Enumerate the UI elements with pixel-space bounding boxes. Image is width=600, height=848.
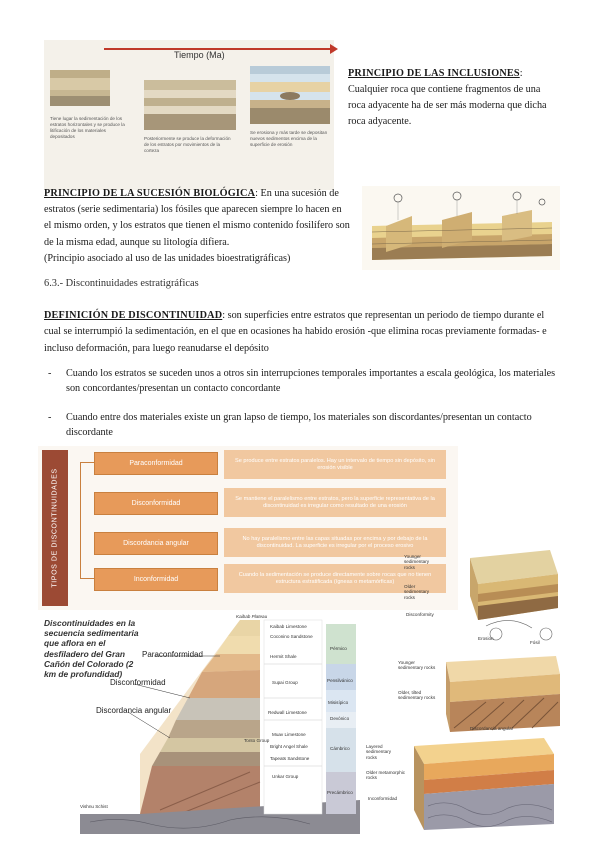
biological-heading: PRINCIPIO DE LA SUCESIÓN BIOLÓGICA [44,188,256,199]
list-item: - Cuando entre dos materiales existe un gran lapso de tiempo, los materiales son discordantes/presentan un contacto discordante [44,410,558,440]
inclusion-heading: PRINCIPIO DE LAS INCLUSIONES [348,68,520,79]
stratum-tapeats: Tapeats Sandstone [270,756,310,761]
biological-text: : En una sucesión de estratos (serie sedimentaria) los fósiles que aparecen siempre lo hacen en el mismo orden, y los estratos que tienen el mismo contenido fosilífero son de la misma edad, aunque su litología difiera. [44,188,350,248]
contact-types-list [44,366,558,454]
r1-label-fossil: Fósil [530,640,540,645]
period-devonico: Devónico [330,716,350,721]
types-side-bar [42,450,68,606]
figure-caption-a: Tiene lugar la sedimentación de los estratos horizontales y se produce la litificación de los materiales depositados [50,116,125,139]
stratigraphy-time-figure [44,40,334,190]
r3-label-nonconformity: Inconformidad [368,796,398,801]
section-title: 6.3.- Discontinuidades estratigráficas [44,278,199,289]
time-axis-label: Tiempo (Ma) [174,50,225,60]
period-permico: Pérmico [330,646,347,651]
inclusion-principle [348,66,558,130]
definition-heading: DEFINICIÓN DE DISCONTINUIDAD [44,310,223,321]
desc-paraconformidad: Se produce entre estratos paralelos. Hay un intervalo de tiempo sin depósito, sin erosión visible [224,450,446,479]
r1-label-older: Older sedimentary rocks [404,584,430,600]
canyon-label-disconformidad: Disconformidad [110,678,166,687]
stratum-kaibab: Kaibab Limestone [270,624,307,629]
types-side-label: TIPOS DE DISCONTINUIDADES [51,468,59,588]
fossil-correlation-illustration [362,186,560,270]
types-bracket [80,462,94,579]
canyon-label-discordancia: Discordancia angular [96,706,172,715]
biological-succession-principle [44,186,350,267]
desc-inconformidad: Cuando la sedimentación se produce directamente sobre rocas que no tienen estructura estratificada (ígneas o metamórficas) [224,564,446,593]
list-item: - Cuando los estratos se suceden unos a otros sin interrupciones temporales importantes a escala geológica, los materiales son concordantes/presentan un contacto concordante [44,366,558,396]
figure-caption-c: Se erosiona y más tarde se depositan nuevos sedimentos encima de la superficie de erosión [250,130,328,147]
discontinuity-types-diagram [38,446,458,610]
stratum-coconino: Coconino Sandstone [270,634,313,639]
stratum-hermit: Hermit Shale [270,654,297,659]
type-discordancia-angular: Discordancia angular [94,532,218,555]
r2-label-older: Older, tilted sedimentary rocks [398,690,436,701]
type-paraconformidad: Paraconformidad [94,452,218,475]
stratum-tonto: Tonto Group [244,738,270,743]
stratum-supai: Supai Group [272,680,298,685]
stratum-vishnu: Vishnu Schist [80,804,108,809]
stratum-bright-angel: Bright Angel Shale [270,744,308,749]
period-cambrico: Cámbrico [330,746,350,751]
stratum-redwall: Redwall Limestone [268,710,307,715]
desc-disconformidad: Se mantiene el paralelismo entre estratos, pero la superficie representativa de la discontinuidad es irregular como resultado de una erosión [224,488,446,517]
discontinuity-definition [44,308,558,357]
r3-label-older: Older metamorphic rocks [366,770,406,781]
stratum-muav: Muav Limestone [272,732,306,737]
r1-label-disconformity: Disconformity [406,612,434,617]
period-pensilvanico: Pensilvánico [327,678,353,683]
r2-label-angular: Discordancia angular [470,726,514,731]
r1-label-erosion: Erosion [478,636,494,641]
canyon-label-paraconformidad: Paraconformidad [142,650,203,659]
r2-label-younger: Younger sedimentary rocks [398,660,436,671]
figure-caption-b: Posteriormente se produce la deformación de los estratos por movimientos de la corteza [144,136,231,153]
strata-blocks-illustration [44,40,334,190]
r3-label-layered: Layered sedimentary rocks [366,744,392,760]
inclusion-text: : Cualquier roca que contiene fragmentos de una roca adyacente ha de ser más moderna que dicha roca adyacente. [348,68,547,127]
period-precambrico: Precámbrico [327,790,353,795]
type-inconformidad: Inconformidad [94,568,218,591]
type-disconformidad: Disconformidad [94,492,218,515]
canyon-title: Discontinuidades en la secuencia sedimentaria que aflora en el desfiladero del Gran Cañón del Colorado (2 km de profundidad) [44,618,139,680]
stratum-unkar: Unkar Group [272,774,299,779]
r1-label-younger: Younger sedimentary rocks [404,554,430,570]
definition-text: : son superficies entre estratos que representan un periodo de tiempo durante el cual se interrumpió la sedimentación, en el que en ocasiones ha habido erosión -que elimina rocas previamente formadas- e incluso deformación, para luego reanudarse el depósito [44,310,547,354]
biological-note: (Principio asociado al uso de las unidades bioestratigráficas) [44,252,291,264]
stratum-plateau: Kaibab Plateau [236,614,268,619]
desc-discordancia-angular: No hay paralelismo entre las capas situadas por encima y por debajo de la discontinuidad. La superficie es irregular por el proceso erosivo [224,528,446,557]
period-misisipico: Misisípico [328,700,349,705]
